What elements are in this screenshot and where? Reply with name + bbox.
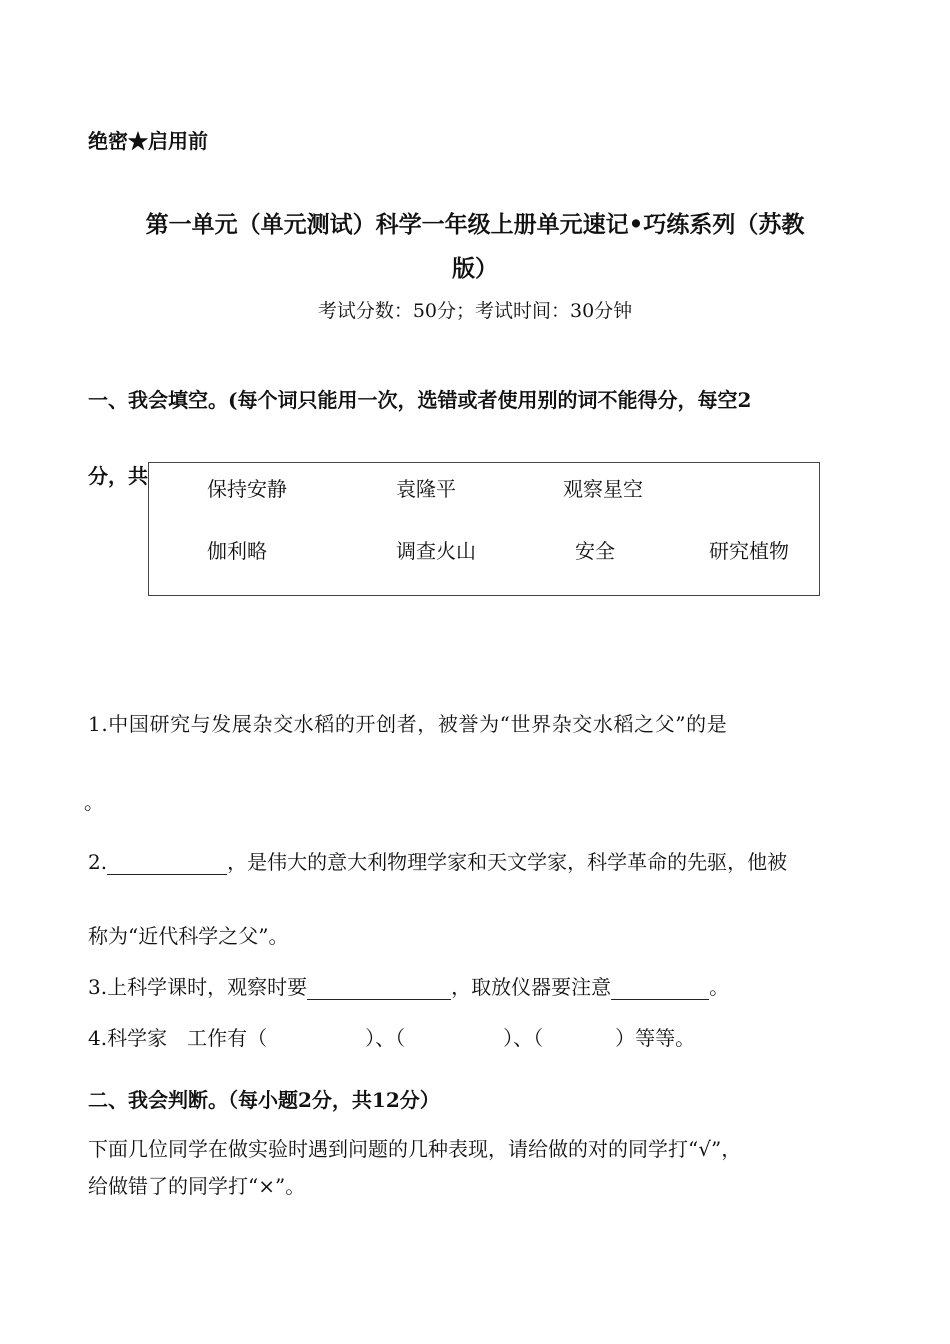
word-bank-box — [148, 462, 820, 596]
word-bank-item: 安全 — [575, 539, 615, 563]
answer-blank[interactable] — [107, 854, 227, 875]
section1-heading-cont: 分，共 — [88, 464, 148, 488]
question-1: 1.中国研究与发展杂交水稻的开创者，被誉为“世界杂交水稻之父”的是 — [88, 712, 728, 736]
section2-heading: 二、我会判断。（每小题2分，共12分） — [88, 1088, 440, 1112]
secret-label: 绝密★启用前 — [88, 129, 208, 153]
word-bank-item: 研究植物 — [709, 539, 789, 563]
word-bank-item: 保持安静 — [207, 477, 287, 501]
exam-info: 考试分数：50分；考试时间：30分钟 — [317, 300, 633, 322]
question-2: 2. ，是伟大的意大利物理学家和天文学家，科学革命的先驱，他被 — [88, 850, 788, 874]
question-2-cont: 称为“近代科学之父”。 — [88, 924, 289, 948]
page-title-cont: 版） — [452, 255, 498, 282]
word-bank-item: 观察星空 — [563, 477, 643, 501]
answer-blank[interactable] — [611, 979, 709, 1000]
word-bank-item: 伽利略 — [207, 539, 267, 563]
question-3: 3.上科学课时，观察时要 ，取放仪器要注意 。 — [88, 975, 730, 999]
question-1-end: 。 — [84, 790, 104, 814]
page-title: 第一单元（单元测试）科学一年级上册单元速记•巧练系列（苏教 — [145, 211, 805, 238]
answer-blank[interactable] — [307, 979, 451, 1000]
section1-heading: 一、我会填空。(每个词只能用一次，选错或者使用别的词不能得分，每空2 — [88, 388, 752, 412]
section2-intro-cont: 给做错了的同学打“×”。 — [88, 1174, 306, 1198]
question-4: 4.科学家 工作有（ ）、（ ）、（ ）等等。 — [88, 1026, 696, 1050]
section2-intro: 下面几位同学在做实验时遇到问题的几种表现，请给做的对的同学打“√”， — [88, 1137, 742, 1161]
word-bank-item: 袁隆平 — [396, 477, 456, 501]
word-bank-item: 调查火山 — [396, 539, 476, 563]
